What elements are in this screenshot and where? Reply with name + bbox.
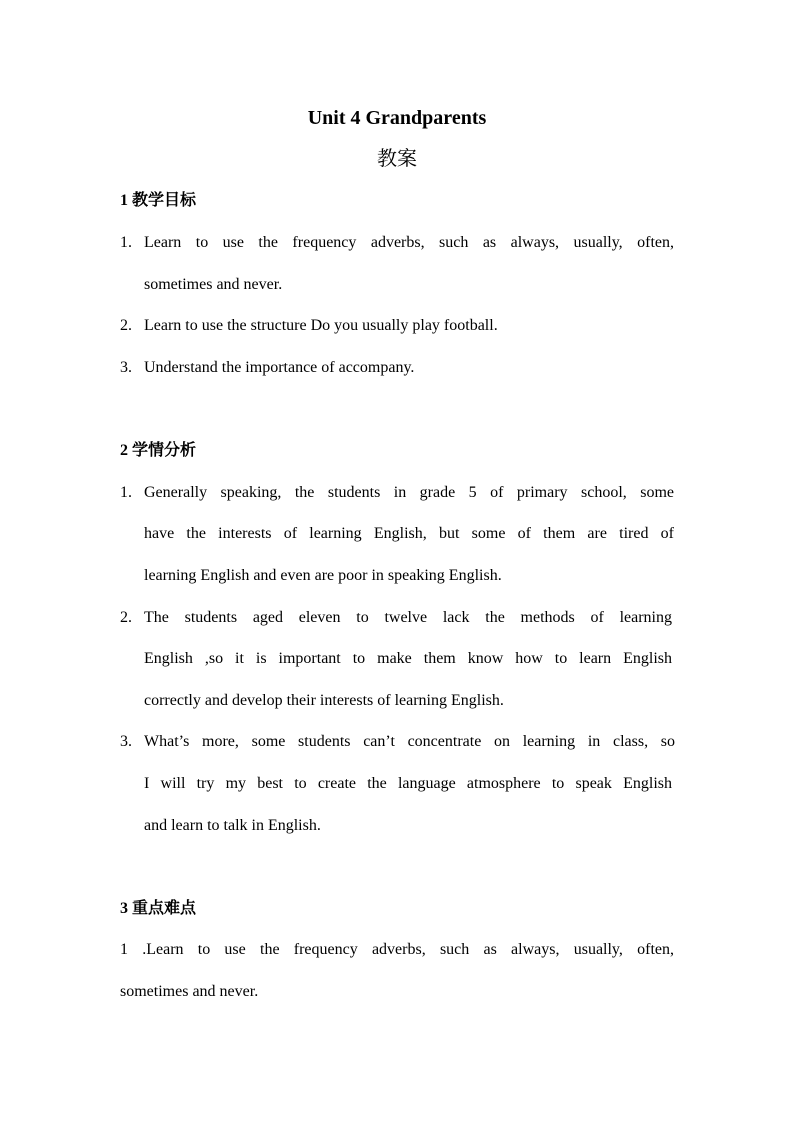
list-item-line: The students aged eleven to twelve lack the methods of learning: [144, 609, 672, 626]
list-item-line: and learn to talk in English.: [144, 817, 321, 834]
list-number: 1.: [120, 234, 132, 251]
section-heading-key-points: 3 重点难点: [120, 900, 197, 917]
list-number: 2.: [120, 317, 132, 334]
list-item-line: learning English and even are poor in speaking English.: [144, 567, 502, 584]
list-item-line: I will try my best to create the language atmosphere to speak English: [144, 775, 672, 792]
list-number: 1.: [120, 484, 132, 501]
list-item-line: Generally speaking, the students in grade 5 of primary school, some: [144, 484, 674, 501]
document-subtitle: 教案: [377, 148, 417, 170]
list-number: 3.: [120, 359, 132, 376]
list-number: 3.: [120, 733, 132, 750]
list-item-line: 1 .Learn to use the frequency adverbs, such as always, usually, often,: [120, 941, 674, 958]
list-item-line: Learn to use the frequency adverbs, such as always, usually, often,: [144, 234, 674, 251]
list-item-line: correctly and develop their interests of learning English.: [144, 692, 504, 709]
list-number: 2.: [120, 609, 132, 626]
list-item-line: English ,so it is important to make them know how to learn English: [144, 650, 672, 667]
list-item-line: sometimes and never.: [120, 983, 259, 1000]
list-item-line: sometimes and never.: [144, 276, 283, 293]
section-heading-objectives: 1 教学目标: [120, 192, 197, 209]
list-item-line: What’s more, some students can’t concentrate on learning in class, so: [144, 733, 675, 750]
list-item-line: Understand the importance of accompany.: [144, 359, 415, 376]
list-item-line: Learn to use the structure Do you usually play football.: [144, 317, 498, 334]
document-title: Unit 4 Grandparents: [307, 107, 487, 129]
list-item-line: have the interests of learning English, but some of them are tired of: [144, 525, 674, 542]
section-heading-learner-analysis: 2 学情分析: [120, 442, 197, 459]
